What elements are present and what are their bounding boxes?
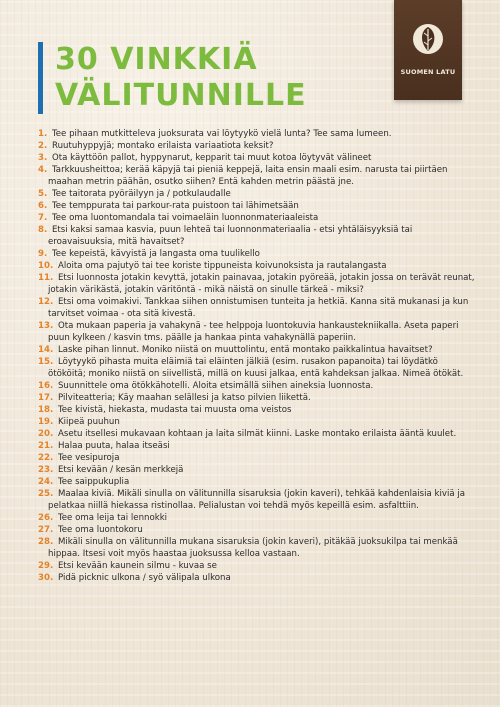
tip-item <box>38 380 478 392</box>
suomen-latu-logo <box>394 0 462 100</box>
tip-number: 17. <box>38 393 54 403</box>
tip-text: Etsi kevään kaunein silmu - kuvaa se <box>57 561 217 571</box>
tip-text: Etsi oma voimakivi. Tankkaa siihen onnistumisen tunteita ja hetkiä. Kanna sitä mukanasi ja kun tarvitset voimaa - ota sitä kivestä. <box>48 297 469 319</box>
tip-item <box>38 392 478 404</box>
tip-number: 20. <box>38 429 54 439</box>
tip-text: Tee kivistä, hiekasta, mudasta tai muusta oma veistos <box>57 405 292 415</box>
tip-text: Suunnittele oma ötökkähotelli. Aloita etsimällä siihen aineksia luonnosta. <box>57 381 374 391</box>
tip-item <box>38 260 478 272</box>
page-title-line2: VÄLITUNNILLE <box>55 78 307 113</box>
page-title <box>55 42 307 114</box>
tip-number: 16. <box>38 381 54 391</box>
leaf-emblem-icon <box>411 16 445 62</box>
tip-number: 18. <box>38 405 54 415</box>
tip-text: Tee taitorata pyöräilyyn ja / potkulaudalle <box>51 189 231 199</box>
tip-item <box>38 440 478 452</box>
tip-number: 26. <box>38 513 54 523</box>
tip-item <box>38 416 478 428</box>
tip-text: Tee kepeistä, kävyistä ja langasta oma tuulikello <box>51 249 260 259</box>
tip-item <box>38 200 478 212</box>
tip-number: 28. <box>38 537 54 547</box>
tip-number: 13. <box>38 321 54 331</box>
tip-item <box>38 272 478 296</box>
tip-item <box>38 524 478 536</box>
tip-text: Löytyykö pihasta muita eläimiä tai eläinten jälkiä (esim. rusakon papanoita) tai löydätkö ötököitä; moniko niistä on siivellistä, millä on kuusi jalkaa, entä kahdeksan jalkaa. Nimeä ötökät. <box>48 357 464 379</box>
tip-item <box>38 404 478 416</box>
tip-text: Tee temppurata tai parkour-rata puistoon tai lähimetsään <box>51 201 299 211</box>
tip-number: 24. <box>38 477 54 487</box>
tip-item <box>38 512 478 524</box>
tip-text: Etsi luonnosta jotakin kevyttä, jotakin painavaa, jotakin pyöreää, jotakin jossa on terävät reunat, jotakin värikästä, jotakin väritöntä - mikä näistä on sinulle tärkeä - miksi? <box>48 273 475 295</box>
tip-text: Asetu itsellesi mukavaan kohtaan ja laita silmät kiinni. Laske montako erilaista ääntä kuulet. <box>57 429 457 439</box>
tip-text: Tee oma luontokoru <box>57 525 143 535</box>
tip-number: 27. <box>38 525 54 535</box>
tip-number: 8. <box>38 225 48 235</box>
tip-item <box>38 296 478 320</box>
tip-text: Kiipeä puuhun <box>57 417 120 427</box>
tip-item <box>38 224 478 248</box>
tip-item <box>38 188 478 200</box>
tip-text: Mikäli sinulla on välitunnilla mukana sisaruksia (jokin kaveri), pitäkää juoksukilpa tai menkää hippaa. Itsesi voit myös haastaa juoksussa kelloa vastaan. <box>48 537 458 559</box>
tip-item <box>38 344 478 356</box>
tip-number: 12. <box>38 297 54 307</box>
tip-text: Aloita oma pajutyö tai tee koriste tippuneista koivunoksista ja rautalangasta <box>57 261 387 271</box>
tip-number: 1. <box>38 129 48 139</box>
tip-item <box>38 536 478 560</box>
tip-text: Tee vesipuroja <box>57 453 120 463</box>
tip-text: Halaa puuta, halaa itseäsi <box>57 441 170 451</box>
tip-text: Etsi kaksi samaa kasvia, puun lehteä tai luonnonmateriaalia - etsi yhtäläisyyksiä tai eroavaisuuksia, mitä havaitset? <box>48 225 413 247</box>
tip-item <box>38 572 478 584</box>
tip-item <box>38 560 478 572</box>
tip-number: 2. <box>38 141 48 151</box>
title-accent-bar <box>38 42 43 114</box>
page-title-line1: 30 VINKKIÄ <box>55 42 258 77</box>
tip-text: Tarkkuusheittoa; kerää käpyjä tai pieniä keppejä, laita ensin maali esim. narusta tai piirtäen maahan metrin päähän, osutko siihen? Entä kahden metrin päästä jne. <box>48 165 448 187</box>
tip-item <box>38 128 478 140</box>
tip-number: 6. <box>38 201 48 211</box>
tip-text: Tee oma leija tai lennokki <box>57 513 168 523</box>
tip-item <box>38 212 478 224</box>
tip-item <box>38 428 478 440</box>
tip-item <box>38 356 478 380</box>
tip-item <box>38 164 478 188</box>
tip-text: Etsi kevään / kesän merkkejä <box>57 465 184 475</box>
tip-item <box>38 140 478 152</box>
tip-text: Maalaa kiviä. Mikäli sinulla on välitunnilla sisaruksia (jokin kaveri), tehkää kahdenlaisia kiviä ja pelatkaa niillä hiekassa ristinollaa. Pelialustan voi tehdä myös kepeillä esim. asfalttiin. <box>48 489 465 511</box>
tip-text: Tee oma luontomandala tai voimaeläin luonnonmateriaaleista <box>51 213 319 223</box>
tip-number: 5. <box>38 189 48 199</box>
tip-number: 4. <box>38 165 48 175</box>
tip-text: Tee saippukuplia <box>57 477 130 487</box>
tip-item <box>38 488 478 512</box>
tip-item <box>38 152 478 164</box>
tip-number: 14. <box>38 345 54 355</box>
tip-number: 11. <box>38 273 54 283</box>
tip-number: 7. <box>38 213 48 223</box>
tip-number: 22. <box>38 453 54 463</box>
tip-number: 29. <box>38 561 54 571</box>
tips-list <box>38 128 478 584</box>
tip-number: 19. <box>38 417 54 427</box>
tip-text: Tee pihaan mutkitteleva juoksurata vai löytyykö vielä lunta? Tee sama lumeen. <box>51 129 392 139</box>
tip-number: 10. <box>38 261 54 271</box>
tip-text: Ruutuhyppyjä; montako erilaista variaatiota keksit? <box>51 141 274 151</box>
tip-number: 9. <box>38 249 48 259</box>
tip-text: Ota mukaan paperia ja vahakynä - tee helppoja luontokuvia hankaustekniikalla. Aseta paperi puun kylkeen / kasvin tms. päälle ja hankaa pinta vahakynällä paperiin. <box>48 321 459 343</box>
tip-number: 15. <box>38 357 54 367</box>
tip-item <box>38 452 478 464</box>
tip-text: Pidä picknic ulkona / syö välipala ulkona <box>57 573 231 583</box>
tip-number: 21. <box>38 441 54 451</box>
tip-number: 30. <box>38 573 54 583</box>
tip-text: Laske pihan linnut. Moniko niistä on muuttolintu, entä montako paikkalintua havaitset? <box>57 345 433 355</box>
tip-item <box>38 476 478 488</box>
tip-number: 25. <box>38 489 54 499</box>
tip-item <box>38 464 478 476</box>
logo-text: SUOMEN LATU <box>400 68 456 76</box>
tip-item <box>38 248 478 260</box>
tip-number: 23. <box>38 465 54 475</box>
tip-item <box>38 320 478 344</box>
tip-number: 3. <box>38 153 48 163</box>
tip-text: Ota käyttöön pallot, hyppynarut, kepparit tai muut kotoa löytyvät välineet <box>51 153 372 163</box>
tip-text: Pilviteatteria; Käy maahan selällesi ja katso pilvien liikettä. <box>57 393 311 403</box>
